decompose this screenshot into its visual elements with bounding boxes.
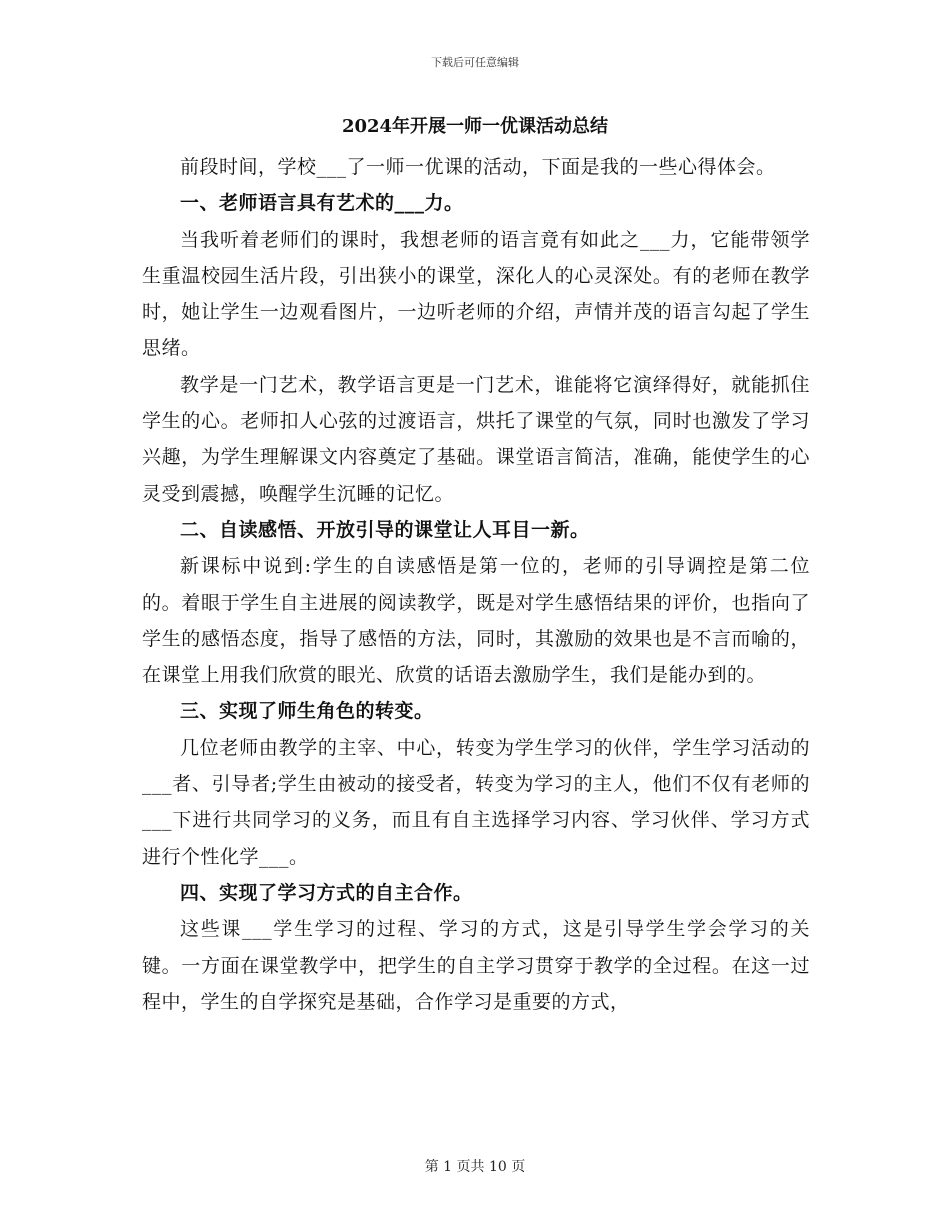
document-title: 2024年开展一师一优课活动总结 <box>341 116 609 137</box>
paragraph-3: 几位老师由教学的主宰、中心，转变为学生学习的伙伴，学生学习活动的___者、引导者;学生由被动的接受者，转变为学习的主人，他们不仅有老师的___下进行共同学习的义务，而且有自主选择学习内容、学习伙伴、学习方式进行个性化学___。 <box>142 736 810 868</box>
paragraph-1a: 当我听着老师们的课时，我想老师的语言竟有如此之___力，它能带领学生重温校园生活片段，引出狭小的课堂，深化人的心灵深处。有的老师在教学时，她让学生一边观看图片，一边听老师的介绍，声情并茂的语言勾起了学生思绪。 <box>142 228 810 360</box>
section-heading-1: 一、老师语言具有艺术的___力。 <box>180 192 464 215</box>
page-footer-number: 第 1 页共 10 页 <box>424 1159 526 1175</box>
document-body <box>142 149 810 1020</box>
section-heading-4: 四、实现了学习方式的自主合作。 <box>180 881 473 904</box>
section-heading-3: 三、实现了师生角色的转变。 <box>180 700 434 723</box>
paragraph-intro: 前段时间，学校___了一师一优课的活动，下面是我的一些心得体会。 <box>180 156 776 178</box>
paragraph-2: 新课标中说到:学生的自读感悟是第一位的，老师的引导调控是第二位的。着眼于学生自主进展的阅读教学，既是对学生感悟结果的评价，也指向了学生的感悟态度，指导了感悟的方法，同时，其激励的效果也是不言而喻的，在课堂上用我们欣赏的眼光、欣赏的话语去激励学生，我们是能办到的。 <box>142 555 810 687</box>
page-header-note: 下载后可任意编辑 <box>431 56 519 69</box>
paragraph-1b: 教学是一门艺术，教学语言更是一门艺术，谁能将它演绎得好，就能抓住学生的心。老师扣人心弦的过渡语言，烘托了课堂的气氛，同时也激发了学习兴趣，为学生理解课文内容奠定了基础。课堂语言简洁，准确，能使学生的心灵受到震撼，唤醒学生沉睡的记忆。 <box>142 373 810 505</box>
section-heading-2: 二、自读感悟、开放引导的课堂让人耳目一新。 <box>180 518 590 541</box>
paragraph-4: 这些课___学生学习的过程、学习的方式，这是引导学生学会学习的关键。一方面在课堂教学中，把学生的自主学习贯穿于教学的全过程。在这一过程中，学生的自学探究是基础，合作学习是重要的方式， <box>142 918 810 1013</box>
